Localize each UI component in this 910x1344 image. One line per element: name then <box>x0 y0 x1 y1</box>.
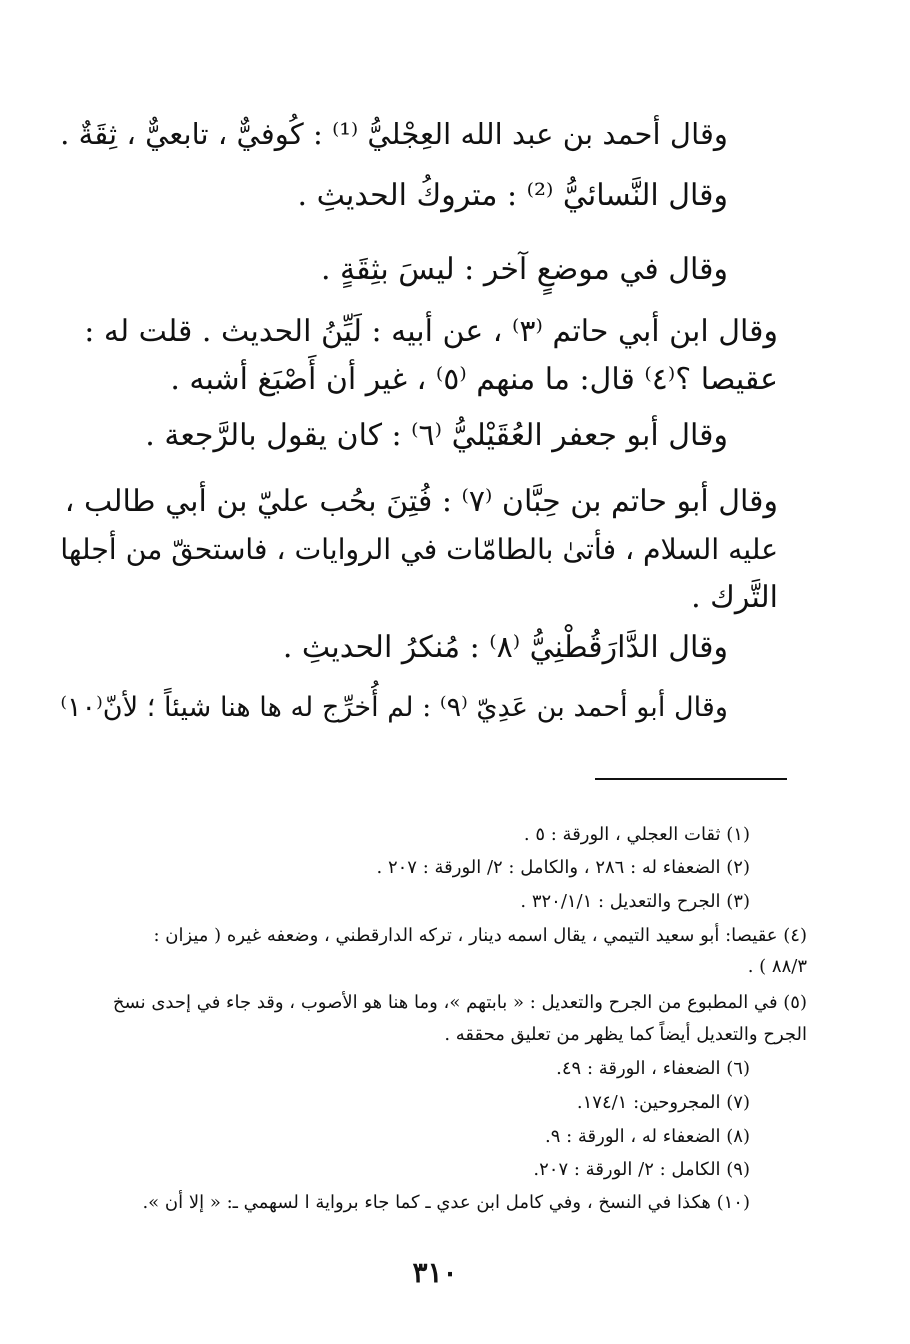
footnote-line: (٨) الضعفاء له ، الورقة : ٩. <box>544 1126 750 1147</box>
footnote-line: (٣) الجرح والتعديل : ٣٢٠/١/١ . <box>520 891 750 912</box>
footnote-line: (٢) الضعفاء له : ٢٨٦ ، والكامل : ٢/ الورقة : ٢٠٧ . <box>376 857 750 878</box>
footnote-line: (٧) المجروحين: ١٧٤/١. <box>576 1092 750 1113</box>
footnote-line: (٩) الكامل : ٢/ الورقة : ٢٠٧. <box>533 1159 750 1180</box>
body-line: وقال أحمد بن عبد الله العِجْليُّ ⁽¹⁾ : كُوفيٌّ ، تابعيٌّ ، ثِقَةٌ . <box>60 117 728 151</box>
body-line: وقال أبو أحمد بن عَدِيّ ⁽٩⁾ : لم أُخرِّج له ها هنا شيئاً ؛ لأنّ⁽١٠⁾ <box>60 692 728 723</box>
body-line: وقال أبو جعفر العُقَيْليُّ ⁽٦⁾ : كان يقول بالرَّجعة . <box>145 418 728 453</box>
body-line: عقيصا ؟⁽٤⁾ قال: ما منهم ⁽٥⁾ ، غير أن أَصْبَغ أشبه . <box>170 362 778 397</box>
footnote-line: (٦) الضعفاء ، الورقة : ٤٩. <box>556 1058 750 1079</box>
footnote-separator <box>595 778 787 780</box>
footnote-line: (١) ثقات العجلي ، الورقة : ٥ . <box>523 824 750 845</box>
footnote-line: (١٠) هكذا في النسخ ، وفي كامل ابن عدي ـ كما جاء برواية ا لسهمي ـ: « إلا أن ». <box>142 1192 750 1213</box>
footnote-line: (٤) عقيصا: أبو سعيد التيمي ، يقال اسمه دينار ، تركه الدارقطني ، وضعفه غيره ( ميزان : <box>153 925 807 946</box>
body-line: وقال ابن أبي حاتم ⁽٣⁾ ، عن أبيه : لَيِّنُ الحديث . قلت له : <box>84 314 778 349</box>
body-line: وقال النَّسائيُّ ⁽²⁾ : متروكُ الحديثِ . <box>297 178 728 213</box>
page-number: ٣١٠ <box>412 1256 458 1289</box>
footnote-line: ٨٨/٣ ) . <box>747 956 807 977</box>
body-line: عليه السلام ، فأتىٰ بالطامّات في الروايات ، فاستحقّ من أجلها <box>60 533 778 566</box>
body-line: التَّرك . <box>691 580 778 615</box>
body-line: وقال في موضعٍ آخر : ليسَ بثِقَةٍ . <box>320 252 728 287</box>
footnote-line: (٥) في المطبوع من الجرح والتعديل : « بابتهم »، وما هنا هو الأصوب ، وقد جاء في إحدى نسخ <box>112 992 807 1013</box>
body-line: وقال الدَّارَقُطْنِيُّ ⁽٨⁾ : مُنكرُ الحديثِ . <box>282 630 728 665</box>
body-line: وقال أبو حاتم بن حِبَّان ⁽٧⁾ : فُتِنَ بحُب عليّ بن أبي طالب ، <box>64 484 778 519</box>
footnote-line: الجرح والتعديل أيضاً كما يظهر من تعليق محققه . <box>444 1024 807 1045</box>
